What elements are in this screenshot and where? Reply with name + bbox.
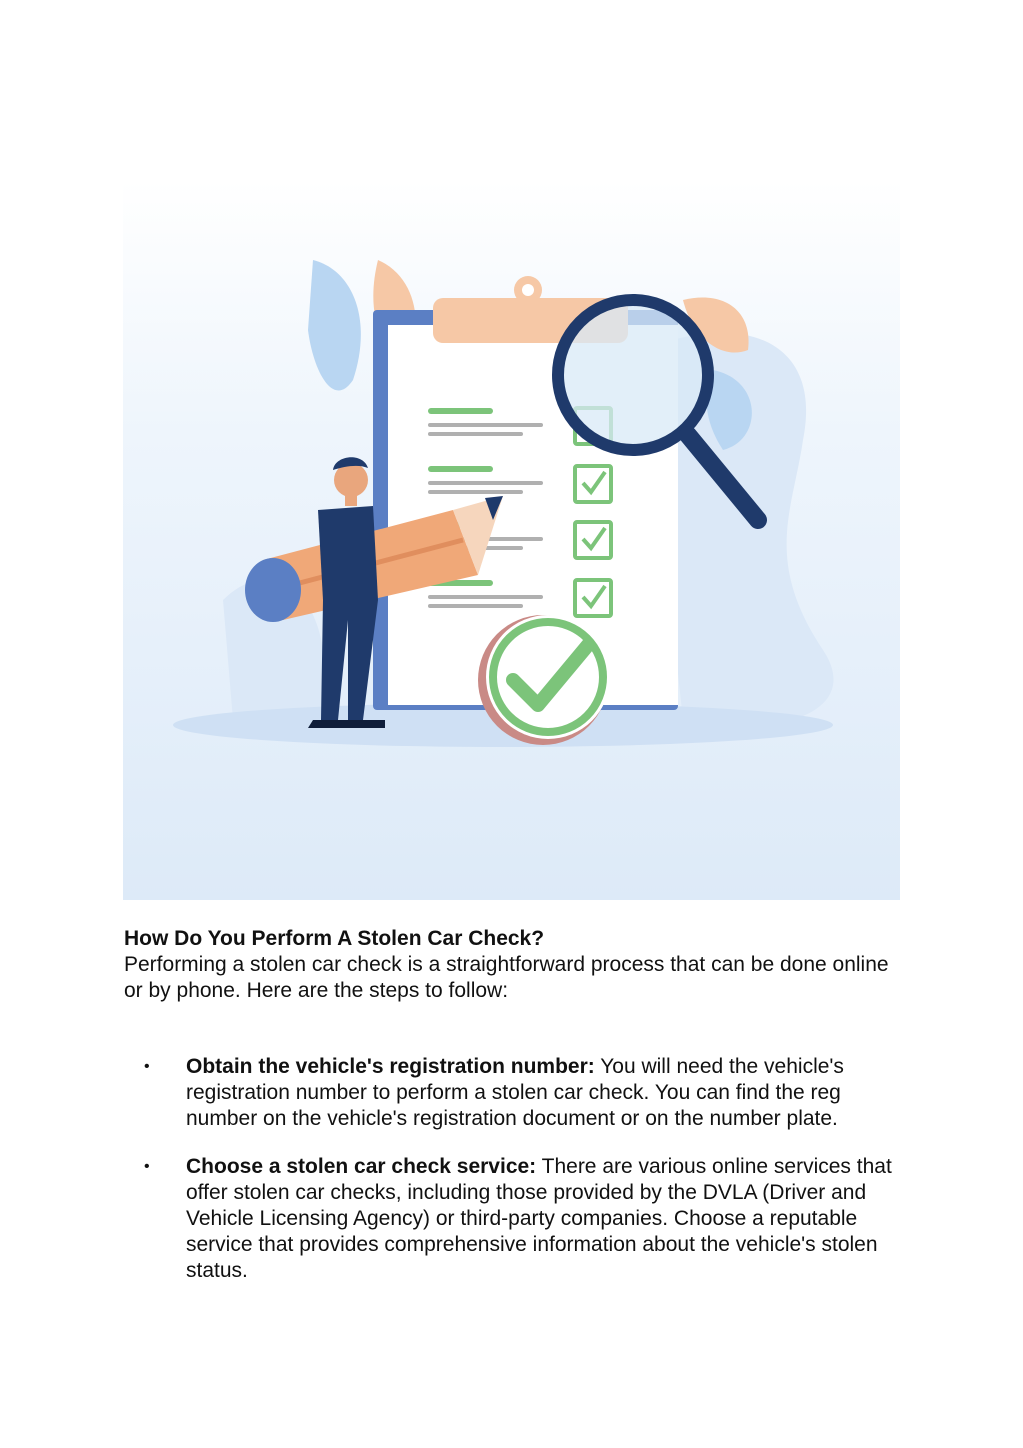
checklist-illustration xyxy=(123,180,900,900)
check-circle-icon xyxy=(486,615,610,739)
bullet-icon: • xyxy=(144,1158,150,1175)
article-heading: How Do You Perform A Stolen Car Check? xyxy=(124,927,545,950)
checklist-illustration-svg xyxy=(123,180,900,900)
list-item xyxy=(124,1054,904,1132)
list-item xyxy=(124,1154,904,1284)
bullet-icon: • xyxy=(144,1058,150,1075)
step-title: Choose a stolen car check service: xyxy=(186,1155,537,1178)
step-text: There are various online services that offer stolen car checks, including those provided by the DVLA (Driver and Vehicle Licensing Agency) or third-party companies. Choose a reputable service that provides comprehensive information about the vehicle's stolen status. xyxy=(186,1155,892,1282)
article-intro: Performing a stolen car check is a straightforward process that can be done online or by phone. Here are the steps to follow: xyxy=(124,953,889,1002)
step-title: Obtain the vehicle's registration number: xyxy=(186,1055,595,1078)
clipboard-clip-hole xyxy=(522,284,534,296)
step-text: You will need the vehicle's registration number to perform a stolen car check. You can find the reg number on the vehicle's registration document or on the number plate. xyxy=(186,1055,844,1130)
steps-list xyxy=(124,1054,904,1284)
article xyxy=(124,926,904,1306)
